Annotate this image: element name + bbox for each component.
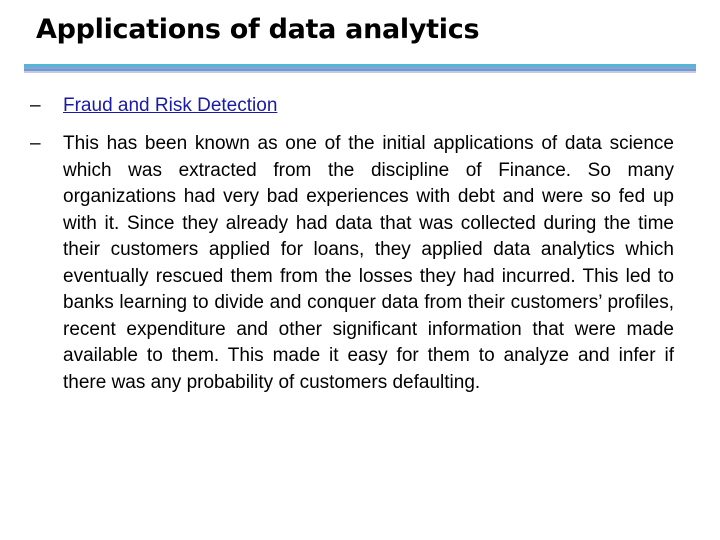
bullet-dash: – [30,95,41,116]
list-item [63,93,674,120]
title-divider-bottom [24,71,696,73]
fraud-risk-heading: Fraud and Risk Detection [63,95,278,116]
slide-title: Applications of data analytics [36,14,480,45]
body-paragraph: This has been known as one of the initial applications of data science which was extracted from the discipline of Finance. So many organizations had very bad experiences with debt and were so fed up with it. Since they already had data that was collected during the time their customers applied for loans, they applied data analytics which eventually rescued them from the losses they had incurred. This led to banks learning to divide and conquer data from their customers’ profiles, recent expenditure and other significant information that were made available to them. This made it easy for them to analyze and infer if there was any probability of customers defaulting. [63,133,674,393]
bullet-dash: – [30,133,41,154]
